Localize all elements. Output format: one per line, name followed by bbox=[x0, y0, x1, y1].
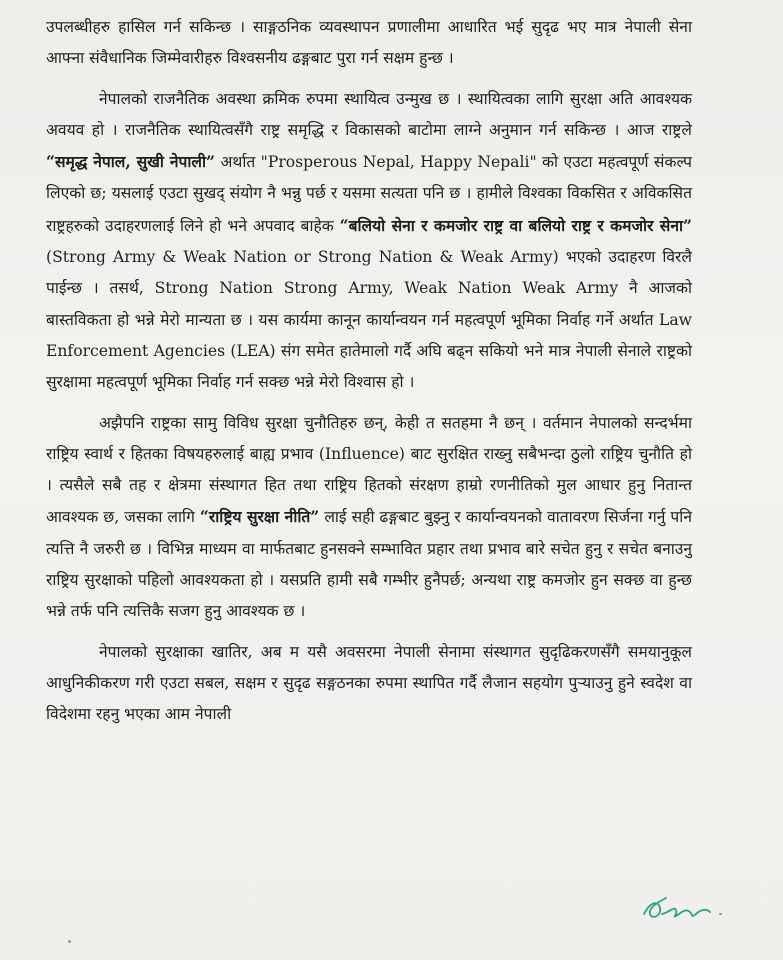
page-speck bbox=[68, 940, 71, 943]
text-run: नेपालको सुरक्षाका खातिर, अब म यसै अवसरमा नेपाली सेनामा संस्थागत सुदृढिकरणसँगै समयानुकूल आधुनिकीकरण गरी एउटा सबल, सक्षम र सुदृढ सङ्गठनका रुपमा स्थापित गर्दै लैजान सहयोग पुऱ्याउनु हुने स्वदेश वा विदेशमा रहनु भएका आम नेपाली bbox=[46, 642, 692, 724]
text-run: अझैपनि राष्ट्रका सामु विविध सुरक्षा चुनौतिहरु छन्, केही त सतहमा नै छन् । वर्तमान नेपालको सन्दर्भमा राष्ट्रिय स्वार्थ र हितका विषयहरुलाई बाह्य प्रभाव (Influence) बाट सुरक्षित राख्नु सबैभन्दा ठुलो राष्ट्रिय चुनौति हो । त्यसैले सबै तह र क्षेत्रमा संस्थागत हित तथा राष्ट्रिय हितको संरक्षण हाम्रो रणनीतिको मुल आधार हुनु नितान्त आवश्यक छ, जसका लागि bbox=[46, 413, 692, 527]
bold-phrase: “समृद्ध नेपाल, सुखी नेपाली” bbox=[46, 152, 216, 172]
document-body bbox=[46, 12, 692, 731]
paragraph-3 bbox=[46, 408, 692, 628]
cropped-previous-line bbox=[46, 0, 746, 6]
bold-phrase: “बलियो सेना र कमजोर राष्ट्र वा बलियो राष्ट्र र कमजोर सेना” bbox=[339, 215, 692, 235]
paragraph-1 bbox=[46, 12, 692, 75]
text-run: अर्थात "Prosperous Nepal, Happy Nepali" को एउटा महत्वपूर्ण संकल्प लिएको छ; यसलाई एउटा सुखद् संयोग नै भन्नु पर्छ र यसमा सत्यता पनि छ । हामीले विश्वका विकसित र अविकसित राष्ट्रहरुको उदाहरणलाई लिने हो भने अपवाद बाहेक bbox=[46, 153, 692, 235]
text-run: उपलब्धीहरु हासिल गर्न सकिन्छ । साङ्गठनिक व्यवस्थापन प्रणालीमा आधारित भई सुदृढ भए मात्र नेपाली सेना आफ्ना संवैधानिक जिम्मेवारीहरु विश्वसनीय ढङ्गबाट पुरा गर्न सक्षम हुन्छ । bbox=[46, 18, 692, 68]
text-run: (Strong Army & Weak Nation or Strong Nation & Weak Army) भएको उदाहरण विरलै पाईन्छ । तसर्थ, Strong Nation Strong Army, Weak Nation Weak Army नै आजको बास्तविकता हो भन्ने मेरो मान्यता छ । यस कार्यमा कानून कार्यान्वयन गर्न महत्वपूर्ण भूमिका निर्वाह गर्ने अर्थात Law Enforcement Agencies (LEA) संग समेत हातेमालो गर्दै अघि बढ्न सकियो भने मात्र नेपाली सेनाले राष्ट्रको सुरक्षामा महत्वपूर्ण भूमिका निर्वाह गर्न सक्छ भन्ने मेरो विश्वास हो । bbox=[46, 248, 692, 392]
handwritten-signature bbox=[640, 892, 730, 926]
bold-phrase: “राष्ट्रिय सुरक्षा नीति” bbox=[199, 507, 320, 527]
text-run: नेपालको राजनैतिक अवस्था क्रमिक रुपमा स्थायित्व उन्मुख छ । स्थायित्वका लागि सुरक्षा अति आवश्यक अवयव हो । राजनैतिक स्थायित्वसँगै राष्ट्र समृद्धि र विकासको बाटोमा लाग्ने अनुमान गर्न सकिन्छ । आज राष्ट्रले bbox=[46, 89, 692, 139]
paragraph-2 bbox=[46, 84, 692, 399]
text-run: लाई सही ढङ्गबाट बुझ्नु र कार्यान्वयनको वातावरण सिर्जना गर्नु पनि त्यत्ति नै जरुरी छ । विभिन्न माध्यम वा मार्फतबाट हुनसक्ने सम्भावित प्रहार तथा प्रभाव बारे सचेत हुनु र सचेत बनाउनु राष्ट्रिय सुरक्षाको पहिलो आवश्यकता हो । यसप्रति हामी सबै गम्भीर हुनैपर्छ; अन्यथा राष्ट्र कमजोर हुन सक्छ वा हुन्छ भन्ने तर्फ पनि त्यत्तिकै सजग हुनु आवश्यक छ । bbox=[46, 508, 692, 621]
paragraph-4 bbox=[46, 637, 692, 731]
